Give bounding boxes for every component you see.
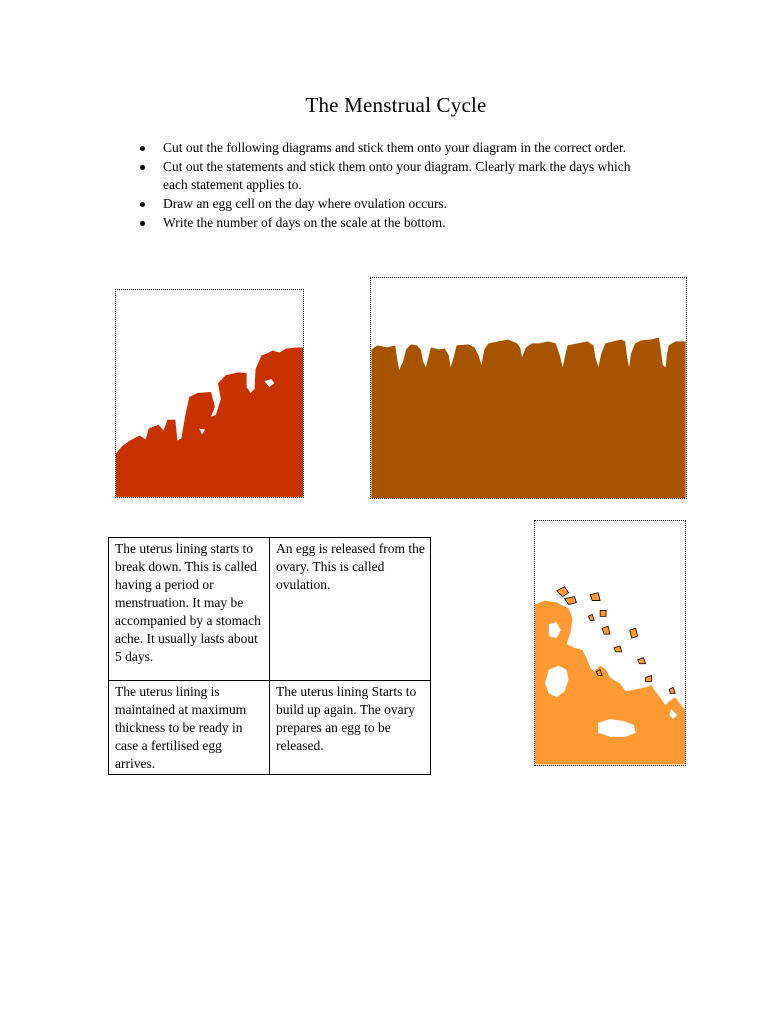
lining-fragment bbox=[602, 626, 610, 634]
statement-build-up: The uterus lining Starts to build up again. The ovary prepares an egg to be released. bbox=[270, 681, 431, 775]
lining-fragment bbox=[630, 628, 638, 638]
bullet-icon bbox=[140, 146, 145, 151]
instruction-list bbox=[136, 139, 636, 233]
lining-fragment bbox=[565, 597, 577, 605]
statement-ovulation: An egg is released from the ovary. This is called ovulation. bbox=[270, 538, 431, 681]
lining-fragment bbox=[614, 646, 622, 652]
instruction-text: Write the number of days on the scale at the bottom. bbox=[163, 215, 446, 230]
instruction-item bbox=[136, 195, 636, 213]
lining-fragment bbox=[557, 587, 569, 597]
lining-fragment bbox=[590, 593, 600, 601]
cutout-diagram-breaking-lining bbox=[534, 520, 686, 766]
statement-menstruation: The uterus lining starts to break down. This is called having a period or menstruation. It may be accompanied by a stomach ache. It usually lasts about 5 days. bbox=[109, 538, 270, 681]
lining-shape bbox=[371, 337, 685, 498]
table-row bbox=[109, 538, 431, 681]
lining-shape bbox=[116, 347, 303, 496]
bullet-icon bbox=[140, 165, 145, 170]
lining-fragment bbox=[638, 658, 646, 664]
uterus-lining-thick-illustration bbox=[371, 278, 686, 498]
uterus-lining-breaking-illustration bbox=[535, 521, 685, 765]
table-row bbox=[109, 681, 431, 775]
instruction-item bbox=[136, 214, 636, 232]
lining-fragment bbox=[588, 614, 594, 620]
instruction-text: Draw an egg cell on the day where ovulation occurs. bbox=[163, 196, 448, 211]
statement-maintained: The uterus lining is maintained at maximum thickness to be ready in case a fertilised egg arrives. bbox=[109, 681, 270, 775]
bullet-icon bbox=[140, 221, 145, 226]
instruction-item bbox=[136, 158, 636, 194]
lining-fragment bbox=[646, 676, 652, 682]
cutout-diagram-thick-lining bbox=[370, 277, 687, 499]
uterus-lining-building-illustration bbox=[116, 290, 303, 497]
instruction-item bbox=[136, 139, 636, 157]
page-title: The Menstrual Cycle bbox=[305, 93, 487, 117]
lining-fragment bbox=[669, 687, 675, 693]
statements-table bbox=[108, 537, 431, 775]
instruction-text: Cut out the statements and stick them onto your diagram. Clearly mark the days which each statement applies to. bbox=[163, 159, 631, 192]
bullet-icon bbox=[140, 202, 145, 207]
cutout-diagram-building-lining bbox=[115, 289, 304, 498]
lining-fragment bbox=[600, 610, 606, 616]
instruction-text: Cut out the following diagrams and stick them onto your diagram in the correct order. bbox=[163, 140, 627, 155]
